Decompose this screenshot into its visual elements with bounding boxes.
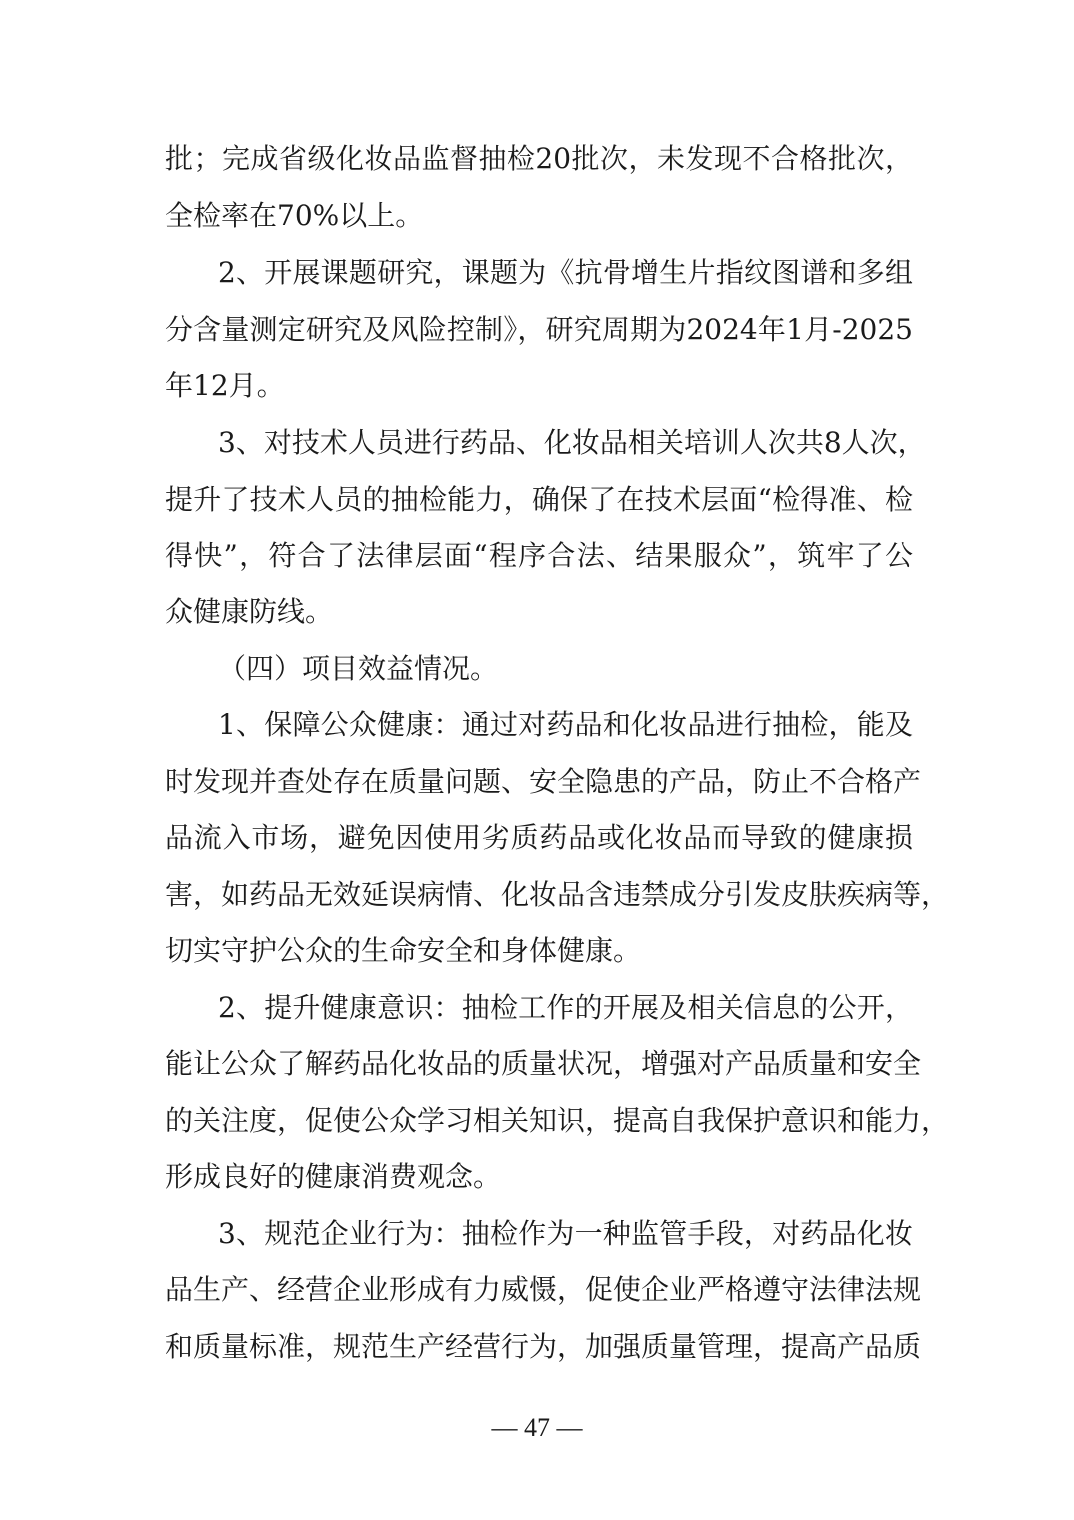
text-line: 形成良好的健康消费观念。 bbox=[165, 1160, 502, 1193]
text-line: 全检率在70%以上。 bbox=[165, 199, 424, 232]
paragraph-first-line: 2、开展课题研究，课题为《抗骨增生片指纹图谱和多组 bbox=[218, 256, 913, 289]
text-line: 能让公众了解药品化妆品的质量状况，增强对产品质量和安全 bbox=[165, 1047, 922, 1080]
text-line: 切实守护公众的生命安全和身体健康。 bbox=[165, 934, 642, 967]
text-line: 和质量标准，规范生产经营行为，加强质量管理，提高产品质 bbox=[165, 1330, 922, 1363]
paragraph-first-line: 2、提升健康意识：抽检工作的开展及相关信息的公开， bbox=[218, 991, 913, 1024]
text-line: 众健康防线。 bbox=[165, 595, 334, 628]
paragraph-first-line: 1、保障公众健康：通过对药品和化妆品进行抽检，能及 bbox=[218, 708, 913, 741]
text-line: 得快”，符合了法律层面“程序合法、结果服众”，筑牢了公 bbox=[165, 539, 913, 572]
text-line: 时发现并查处存在质量问题、安全隐患的产品，防止不合格产 bbox=[165, 765, 922, 798]
section-heading: （四）项目效益情况。 bbox=[218, 652, 499, 685]
text-line: 害，如药品无效延误病情、化妆品含违禁成分引发皮肤疾病等， bbox=[165, 878, 950, 911]
text-line: 品生产、经营企业形成有力威慑，促使企业严格遵守法律法规 bbox=[165, 1273, 922, 1306]
text-line: 提升了技术人员的抽检能力，确保了在技术层面“检得准、检 bbox=[165, 483, 913, 516]
text-line: 年12月。 bbox=[165, 369, 285, 402]
paragraph-first-line: 3、规范企业行为：抽检作为一种监管手段，对药品化妆 bbox=[218, 1217, 913, 1250]
text-line: 品流入市场，避免因使用劣质药品或化妆品而导致的健康损 bbox=[165, 821, 913, 854]
text-line: 批；完成省级化妆品监督抽检20批次，未发现不合格批次， bbox=[165, 142, 913, 175]
page-number: — 47 — bbox=[491, 1413, 583, 1442]
text-line: 的关注度，促使公众学习相关知识，提高自我保护意识和能力， bbox=[165, 1104, 950, 1137]
text-line: 分含量测定研究及风险控制》，研究周期为2024年1月-2025 bbox=[165, 313, 913, 346]
paragraph-first-line: 3、对技术人员进行药品、化妆品相关培训人次共8人次， bbox=[218, 426, 926, 459]
